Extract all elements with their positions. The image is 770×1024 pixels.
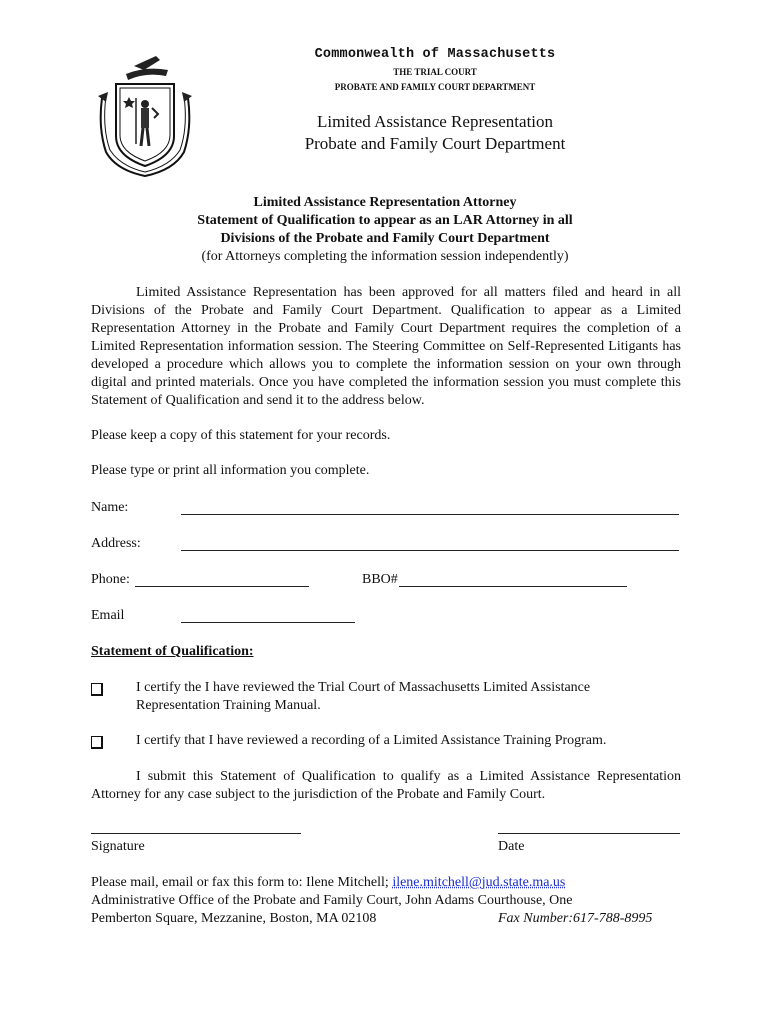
title-line-2: Statement of Qualification to appear as an LAR Attorney in all (197, 213, 573, 228)
header-program: Limited Assistance Representation (316, 112, 554, 131)
title-line-3: Divisions of the Probate and Family Court Department (220, 231, 550, 246)
name-field[interactable] (181, 514, 679, 515)
header-department: PROBATE AND FAMILY COURT DEPARTMENT (334, 82, 536, 92)
header-state: Commonwealth of Massachusetts (314, 47, 556, 62)
fax-number: Fax Number:617-788-8995 (498, 911, 653, 926)
email-field[interactable] (181, 622, 355, 623)
header-program-dept: Probate and Family Court Department (304, 134, 566, 153)
address-field[interactable] (181, 550, 679, 551)
mailing-line-2: Administrative Office of the Probate and Family Court, John Adams Courthouse, One (91, 893, 573, 908)
keep-copy-text: Please keep a copy of this statement for your records. (91, 428, 391, 443)
cert-1-checkbox[interactable] (91, 683, 103, 696)
mailing-line-1 (91, 875, 691, 891)
cert-2-checkbox[interactable] (91, 736, 103, 749)
bbo-label: BBO# (362, 572, 398, 587)
statement-heading: Statement of Qualification: (91, 644, 254, 659)
phone-field[interactable] (135, 586, 309, 587)
email-link[interactable]: ilene.mitchell@jud.state.ma.us (392, 875, 566, 890)
name-label: Name: (91, 500, 129, 515)
cert-2-text: I certify that I have reviewed a recording of a Limited Assistance Training Program. (136, 733, 607, 748)
date-field[interactable] (498, 833, 680, 834)
phone-label: Phone: (91, 572, 130, 587)
title-line-4: (for Attorneys completing the information session independently) (201, 249, 569, 264)
cert-1-text: I certify the I have reviewed the Trial Court of Massachusetts Limited Assistance Representation Training Manual. (136, 680, 591, 713)
mailing-prefix: Please mail, email or fax this form to: Ilene Mitchell; (91, 875, 393, 890)
address-label: Address: (91, 536, 141, 551)
date-label: Date (498, 839, 525, 854)
signature-label: Signature (91, 839, 145, 854)
bbo-field[interactable] (399, 586, 627, 587)
submit-paragraph: I submit this Statement of Qualification to qualify as a Limited Assistance Representation Attorney for any case subject to the jurisdiction of the Probate and Family Court. (91, 769, 681, 802)
intro-paragraph: Limited Assistance Representation has been approved for all matters filed and heard in all Divisions of the Probate and Family Court Department. Qualification to appear as a Limited Representation Attorney in the Probate and Family Court Department requires the completion of a Limited Representation information session. The Steering Committee on Self-Represented Litigants has developed a procedure which allows you to complete the information session on your own through digital and printed materials. Once you have completed the information session you must complete this Statement of Qualification and send it to the address below. (91, 285, 681, 408)
mailing-line-3: Pemberton Square, Mezzanine, Boston, MA 02108 (91, 911, 377, 926)
email-label: Email (91, 608, 125, 623)
title-line-1: Limited Assistance Representation Attorney (253, 195, 517, 210)
signature-field[interactable] (91, 833, 301, 834)
type-print-text: Please type or print all information you complete. (91, 463, 370, 478)
header-court: THE TRIAL COURT (393, 67, 477, 77)
